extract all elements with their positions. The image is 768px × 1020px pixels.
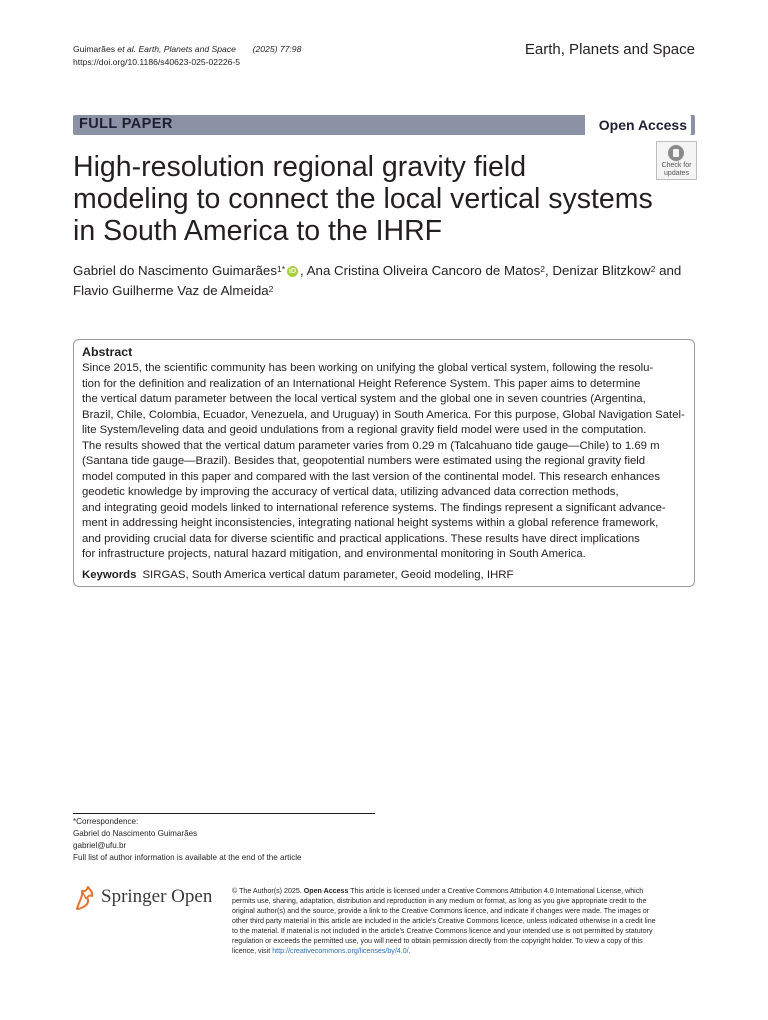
check-updates-label: Check for updates <box>661 162 692 177</box>
license-line: other third party material in this article are included in the article's Creative Commons licence, unless indicated otherwise in a credit line <box>232 917 656 925</box>
abstract-line: model computed in this paper and compared with the last version of the continental model. This research enhances <box>82 470 661 483</box>
abstract-line: lite System/leveling data and geoid undulations from a regional gravity field model were used in the computation. <box>82 424 647 436</box>
license-line: regulation or exceeds the permitted use, you will need to obtain permission directly from the copyright holder. To view a copy of this <box>232 937 643 945</box>
article-type-band <box>73 115 695 135</box>
title-line: in South America to the IHRF <box>73 215 443 247</box>
abstract-line: Brazil, Chile, Colombia, Ecuador, Venezuela, and Uruguay) in South America. For this purpose, Global Navigation Satel- <box>82 408 685 421</box>
abstract-line: the vertical datum parameter between the local vertical system and the global one in seven countries (Argentina, <box>82 393 646 405</box>
open-access-label: Open Access <box>585 115 691 135</box>
author-connector: and <box>655 263 682 278</box>
correspondence-email[interactable]: gabriel@ufu.br <box>73 841 127 850</box>
license-line: This article is licensed under a Creative Commons Attribution 4.0 International License, which <box>348 887 644 895</box>
keywords-list: SIRGAS, South America vertical datum parameter, Geoid modeling, IHRF <box>142 569 514 581</box>
license-copyright: © The Author(s) 2025. <box>232 887 304 895</box>
springer-horse-icon <box>73 883 97 913</box>
footnote-divider <box>73 813 375 814</box>
license-line: permits use, sharing, adaptation, distribution and reproduction in any medium or format, as long as you give appropriate credit to the <box>232 897 647 905</box>
article-citation <box>73 43 301 69</box>
doi-link[interactable]: https://doi.org/10.1186/s40623-025-02226-5 <box>73 57 241 67</box>
correspondence-footnote <box>73 816 302 864</box>
abstract-line: The results showed that the vertical datum parameter varies from 0.29 m (Talcahuano tide gauge—Chile) to 1.69 m <box>82 439 660 452</box>
springer-open-wordmark: Springer Open <box>101 886 213 907</box>
license-url-link[interactable]: http://creativecommons.org/licenses/by/4.0/ <box>272 947 409 955</box>
abstract-line: ment in addressing height inconsistencies, integrating national height systems within a global reference framework, <box>82 517 659 529</box>
author-name[interactable]: Flavio Guilherme Vaz de Almeida <box>73 283 269 298</box>
abstract-line: and integrating geoid models linked to international reference systems. The findings represent a significant advance- <box>82 501 666 514</box>
abstract-text <box>82 361 686 563</box>
license-line: licence, visit <box>232 947 273 955</box>
license-open-access: Open Access <box>303 887 349 895</box>
citation-journal: et al. Earth, Planets and Space <box>117 44 236 54</box>
author-list <box>73 261 695 301</box>
abstract-line: for infrastructure projects, natural hazard mitigation, and environmental monitoring in South America. <box>82 548 586 560</box>
keywords <box>82 569 513 581</box>
license-end: . <box>408 947 411 955</box>
author-affiliation: 1* <box>276 264 286 274</box>
license-line: original author(s) and the source, provide a link to the Creative Commons licence, and indicate if changes were made. The images or <box>232 907 650 915</box>
abstract-heading: Abstract <box>82 345 133 359</box>
author-affiliation: 2 <box>540 264 545 274</box>
title-line: modeling to connect the local vertical systems <box>73 183 653 215</box>
abstract-line: tion for the definition and realization of an International Height Reference System. This paper aims to determine <box>82 377 641 390</box>
author-name[interactable]: , Denizar Blitzkow <box>544 263 651 278</box>
license-line: to the material. If material is not included in the article's Creative Commons licence and your intended use is not permitted by statutory <box>232 927 653 935</box>
article-title <box>73 151 673 247</box>
abstract-line: and providing crucial data for diverse scientific and practical applications. These results have direct implications <box>82 532 640 545</box>
author-affiliation: 2 <box>268 284 274 294</box>
footnote-line: Gabriel do Nascimento Guimarães <box>73 829 198 838</box>
keywords-label: Keywords <box>82 569 137 581</box>
journal-name: Earth, Planets and Space <box>524 41 695 58</box>
citation-volume: (2025) 77:98 <box>252 44 302 54</box>
abstract-box <box>73 339 695 587</box>
author-name[interactable]: Gabriel do Nascimento Guimarães <box>73 263 277 278</box>
citation-author: Guimarães <box>73 44 118 54</box>
abstract-line: Since 2015, the scientific community has been working on unifying the global vertical system, following the resolu- <box>82 362 654 374</box>
author-affiliation: 2 <box>650 264 656 274</box>
abstract-line: geodetic knowledge by improving the accuracy of vertical data, utilizing advanced data correction methods, <box>82 486 619 498</box>
springer-open-logo <box>73 883 223 913</box>
article-type-label: FULL PAPER <box>79 116 173 132</box>
footnote-line: *Correspondence: <box>73 817 139 826</box>
license-statement <box>232 886 698 956</box>
title-line: High-resolution regional gravity field <box>73 151 527 183</box>
abstract-line: (Santana tide gauge—Brazil). Besides that, geopotential numbers were estimated using the regional gravity field <box>82 455 646 467</box>
orcid-icon[interactable]: iD <box>289 267 297 275</box>
author-name[interactable]: , Ana Cristina Oliveira Cancoro de Matos <box>300 263 541 278</box>
footnote-line: Full list of author information is available at the end of the article <box>73 853 302 862</box>
